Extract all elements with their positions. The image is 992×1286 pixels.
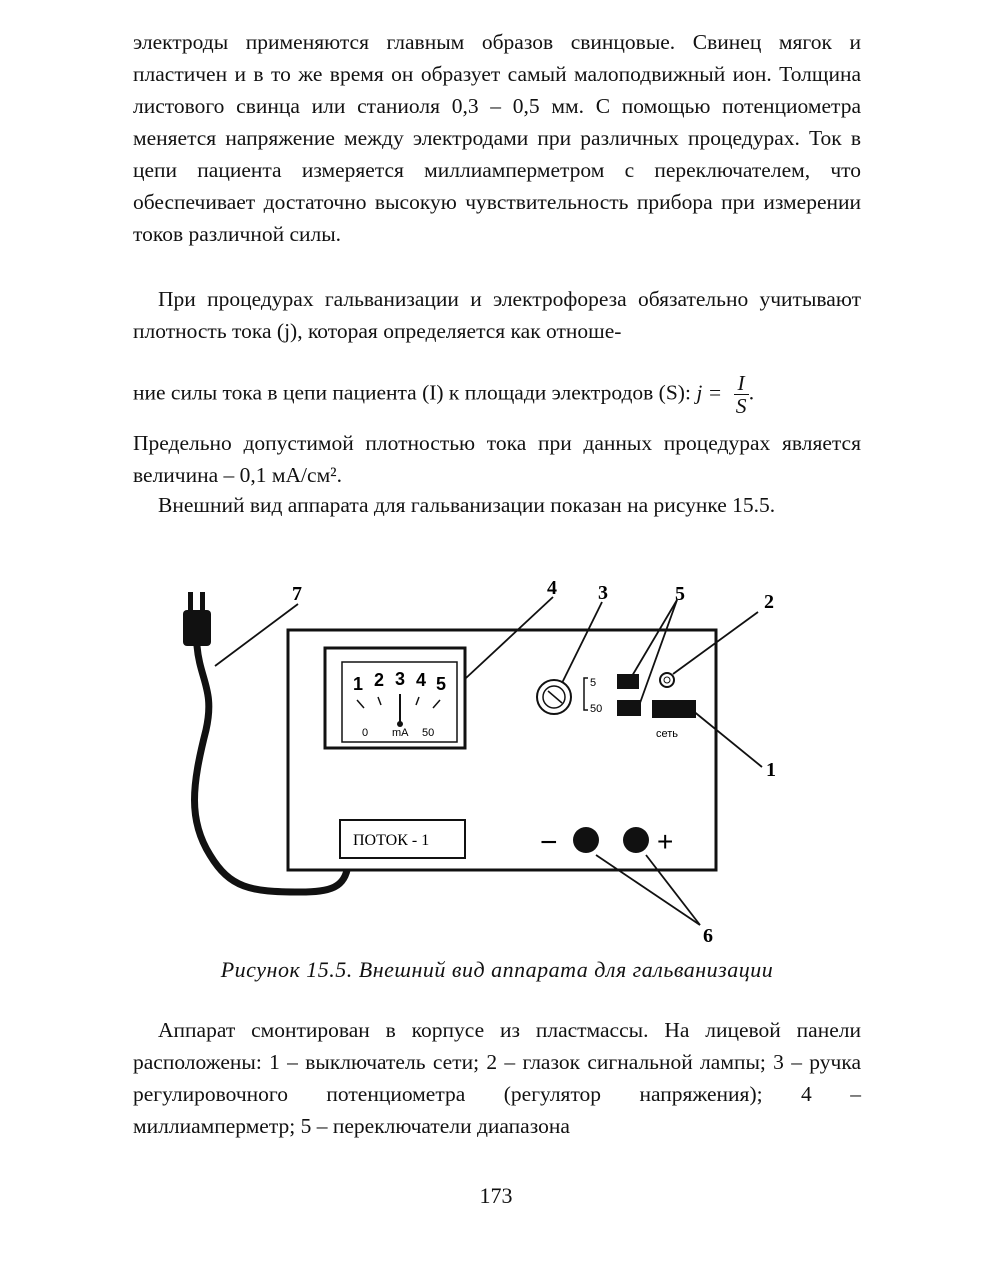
minus-sign: − bbox=[540, 826, 558, 859]
paragraph-text: электроды применяются главным образов свинцовые. Свинец мягок и пластичен и в то же время он образует самый малоподвижный ион. Толщина листового свинца или станиоля 0,3 – 0,5 мм. С помощью потенциометра меняется напряжение между электродами при различных процедурах. Ток в цепи пациента измеряется миллиамперметром с переключателем, что обеспечивает достаточно высокую чувствительность прибора при измерении токов различной силы. bbox=[133, 30, 861, 246]
formula-denominator: S bbox=[735, 394, 747, 418]
dial-scale-4: 4 bbox=[416, 670, 427, 690]
dial-scale-1: 1 bbox=[353, 674, 364, 694]
callout-7: 7 bbox=[292, 583, 302, 605]
plus-sign: + bbox=[657, 826, 674, 857]
dial-min: 0 bbox=[362, 727, 369, 739]
paragraph-text: Внешний вид аппарата для гальванизации показан на рисунке 15.5. bbox=[158, 493, 776, 517]
callout-3: 3 bbox=[598, 582, 608, 604]
paragraph-electrodes bbox=[133, 26, 861, 250]
signal-lamp bbox=[660, 673, 674, 687]
callout-1: 1 bbox=[766, 759, 776, 781]
callout-2: 2 bbox=[764, 591, 774, 613]
dial-scale-5: 5 bbox=[436, 674, 447, 694]
paragraph-figure-ref bbox=[133, 489, 861, 521]
callout-4: 4 bbox=[547, 577, 557, 599]
range-5-label: 5 bbox=[590, 677, 597, 689]
device-name: ПОТОК - 1 bbox=[353, 832, 430, 849]
paragraph-text: Аппарат смонтирован в корпусе из пластмассы. На лицевой панели расположены: 1 – выключатель сети; 2 – глазок сигнальной лампы; 3 – ручка регулировочного потенциометра (регулятор напряжения); 4 – миллиамперметр; 5 – переключатели диапазона bbox=[133, 1018, 861, 1138]
figure-caption: Рисунок 15.5. Внешний вид аппарата для гальванизации bbox=[220, 957, 774, 982]
range-50-label: 50 bbox=[590, 703, 603, 715]
paragraph-device-panel bbox=[133, 1014, 861, 1142]
paragraph-text: При процедурах гальванизации и электрофореза обязательно учитывают плотность тока (j), которая определяется как отноше- bbox=[133, 287, 861, 343]
dial-scale-2: 2 bbox=[374, 670, 385, 690]
paragraph-current-density bbox=[133, 283, 861, 347]
galvanization-device-figure bbox=[170, 570, 820, 950]
formula-fraction bbox=[734, 372, 749, 417]
milliammeter bbox=[325, 648, 465, 748]
dial-unit: mA bbox=[392, 727, 409, 739]
callout-5: 5 bbox=[675, 583, 685, 605]
potentiometer-knob bbox=[537, 680, 571, 714]
dial-max: 50 bbox=[422, 727, 435, 739]
formula-line-text: ние силы тока в цепи пациента (I) к площади электродов (S): bbox=[133, 380, 691, 405]
power-plug-icon bbox=[183, 592, 211, 646]
dial-scale-3: 3 bbox=[395, 669, 406, 689]
formula-lhs: j = bbox=[696, 380, 723, 405]
name-plate bbox=[340, 820, 465, 858]
paragraph-limit bbox=[133, 427, 861, 491]
formula-line: ние силы тока в цепи пациента (I) к площади электродов (S): j = $\frac{I}{S}$ . bbox=[133, 371, 755, 418]
page-number: 173 bbox=[479, 1183, 513, 1208]
paragraph-text: Предельно допустимой плотностью тока при данных процедурах является величина – 0,1 мА/см². bbox=[133, 431, 861, 487]
formula-numerator: I bbox=[734, 372, 749, 395]
callout-6: 6 bbox=[703, 925, 713, 947]
power-switch-label: сеть bbox=[656, 728, 679, 740]
